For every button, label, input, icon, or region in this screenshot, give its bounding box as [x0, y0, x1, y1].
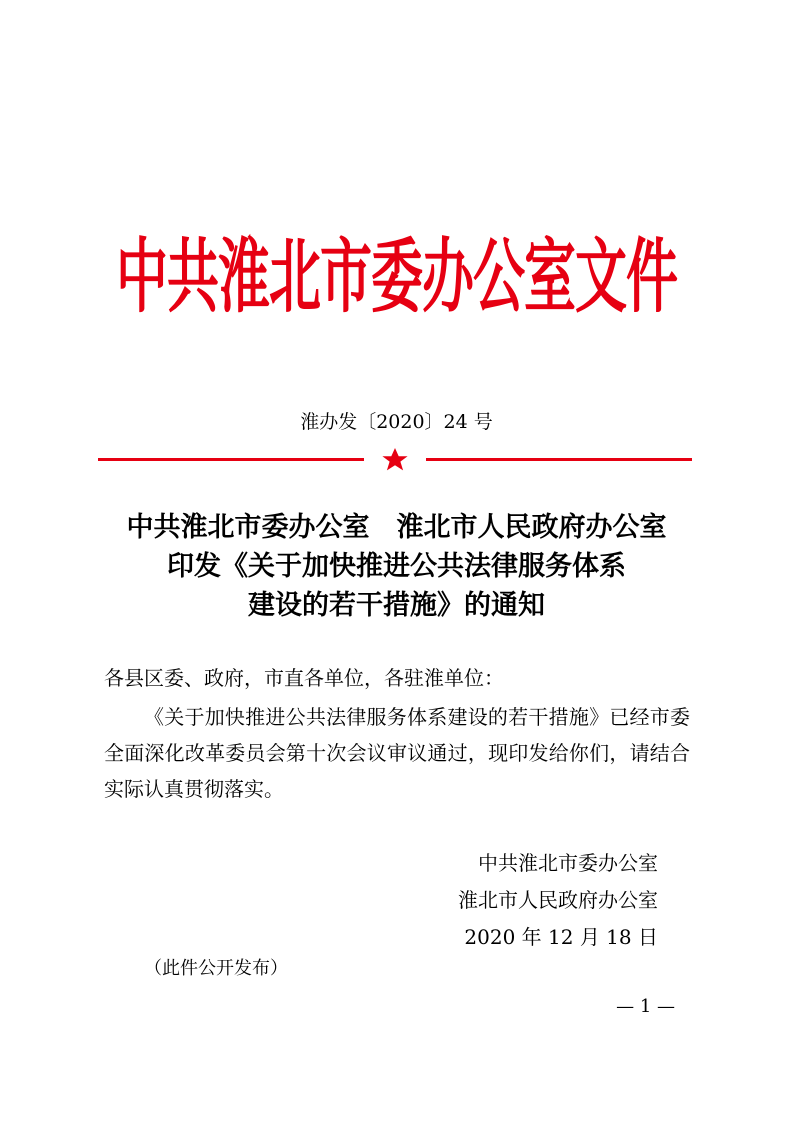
title-line: 印发《关于加快推进公共法律服务体系 [167, 551, 626, 582]
body-paragraph: 《关于加快推进公共法律服务体系建设的若干措施》已经市委全面深化改革委员会第十次会议审议通过，现印发给你们，请结合实际认真贯彻落实。 [104, 705, 690, 801]
red-star-icon [379, 448, 411, 472]
signature-block [458, 845, 658, 956]
signature-issuer-party: 中共淮北市委办公室 [478, 851, 658, 875]
signature-issuer-government: 淮北市人民政府办公室 [458, 888, 658, 912]
document-title [0, 508, 793, 625]
separator-rule-right [426, 458, 692, 461]
separator-rule-left [98, 458, 364, 461]
page-number: — 1 — [616, 996, 675, 1017]
document-number: 淮办发〔2020〕24 号 [300, 411, 493, 433]
body-text [104, 699, 690, 807]
red-separator [98, 448, 692, 472]
salutation: 各县区委、政府，市直各单位，各驻淮单位： [104, 666, 504, 690]
masthead-title: 中共淮北市委办公室文件 [115, 231, 677, 325]
title-line: 中共淮北市委办公室 淮北市人民政府办公室 [126, 512, 667, 543]
public-release-note: （此件公开发布） [144, 958, 288, 979]
signature-date: 2020 年 12 月 18 日 [464, 925, 658, 949]
title-line: 建设的若干措施》的通知 [248, 590, 545, 621]
